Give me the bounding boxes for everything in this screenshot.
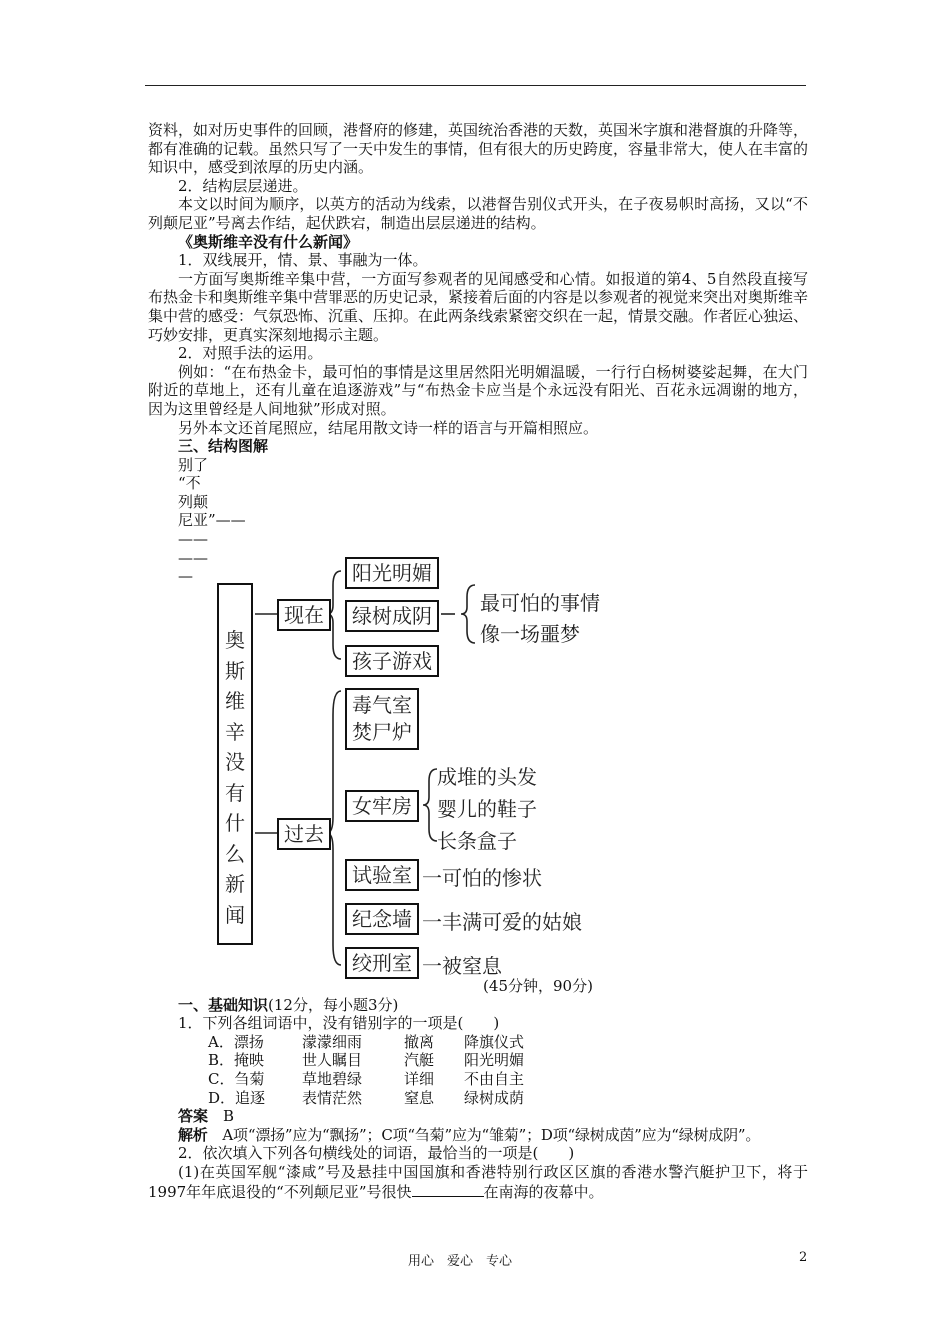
- text-fragment: 尼亚”——: [178, 511, 246, 530]
- paragraph: 一方面写奥斯维辛集中营，一方面写参观者的见闻感受和心情。如报道的第4、5自然段直接写布热金卡和奥斯维辛集中营罪恶的历史记录，紧接着后面的内容是以参观者的视觉来突出对奥斯维辛集中营的感受：气氛恐怖、沉重、压抑。在此两条线索紧密交织在一起，情景交融。作者匠心独运、巧妙安排，更真实深刻地揭示主题。: [148, 269, 809, 344]
- past-box-womens-prison: 女牢房: [345, 790, 419, 822]
- title-char: 维: [225, 689, 245, 713]
- memorial-item: 一丰满可爱的姑娘: [422, 910, 582, 934]
- structure-diagram: [205, 545, 625, 977]
- past-box: 过去: [277, 818, 331, 850]
- section-heading: [148, 996, 808, 1015]
- exam-section: [148, 977, 808, 1201]
- option-d: D．追逐 表情茫然 窒息 绿树成荫: [208, 1088, 525, 1107]
- now-box: 现在: [277, 599, 331, 631]
- text-fragment: —: [178, 567, 193, 586]
- title-char: 辛: [225, 719, 245, 744]
- question-2-sentence-1: (1)在英国军舰“漆咸”号及悬挂中国国旗和香港特别行政区区旗的香港水警汽艇护卫下，将于1997年年底退役的“不列颠尼亚”号很快 在南海的夜幕中。: [148, 1162, 808, 1201]
- text-fragment: ——: [178, 530, 208, 549]
- subheading: 《奥斯维辛没有什么新闻》: [178, 232, 359, 251]
- execution-item: 一被窒息: [422, 954, 502, 978]
- past-box-line: 焚尸炉: [352, 720, 412, 744]
- section-heading: 三、结构图解: [178, 437, 269, 456]
- diagram-title-box: [217, 583, 253, 945]
- now-item-box: 阳光明媚: [345, 557, 439, 589]
- now-result-line: 像一场噩梦: [480, 622, 580, 646]
- prison-item: 婴儿的鞋子: [437, 797, 537, 821]
- option-a: A．漂扬 濛濛细雨 撤离 降旗仪式: [208, 1032, 525, 1051]
- question-1: 1．下列各组词语中，没有错别字的一项是( ): [178, 1014, 500, 1033]
- page-number: 2: [799, 1250, 808, 1265]
- title-char: 奥: [225, 628, 245, 652]
- text-fragment: 别了: [178, 455, 209, 474]
- header-rule: [145, 85, 806, 86]
- text-fragment: “不: [178, 474, 201, 493]
- now-item-box: 绿树成阴: [345, 600, 439, 632]
- paragraph: 2．对照手法的运用。: [178, 344, 323, 363]
- prison-item: 长条盒子: [437, 829, 517, 853]
- time-score-note: (45分钟，90分): [483, 977, 593, 995]
- now-result-line: 最可怕的事情: [480, 591, 600, 615]
- past-box-lab: 试验室: [345, 859, 419, 891]
- title-char: 新: [225, 872, 245, 896]
- section-score: (12分，每小题3分): [268, 995, 399, 1014]
- title-char: 有: [225, 780, 245, 805]
- title-char: 么: [225, 841, 245, 866]
- prison-item: 成堆的头发: [437, 765, 537, 789]
- title-char: 斯: [225, 658, 245, 683]
- title-char: 没: [225, 750, 245, 774]
- document-body: [148, 121, 808, 586]
- fill-in-blank: [412, 1182, 484, 1197]
- answer-line: 答案 B: [178, 1107, 235, 1126]
- paragraph: 另外本文还首尾照应，结尾用散文诗一样的语言与开篇相照应。: [178, 418, 599, 437]
- past-box-line: 毒气室: [352, 693, 412, 717]
- footer-motto: 用心 爱心 专心: [408, 1254, 513, 1269]
- analysis-line: 解析 A项“漂扬”应为“飘扬”；C项“刍菊”应为“雏菊”；D项“绿树成茵”应为“绿树成阴”。: [178, 1125, 761, 1144]
- past-box-execution-room: 绞刑室: [345, 947, 419, 979]
- paragraph: 例如：“在布热金卡，最可怕的事情是这里居然阳光明媚温暖，一行行白杨树婆娑起舞，在大门附近的草地上，还有儿童在追逐游戏”与“布热金卡应当是个永远没有阳光、百花永远凋谢的地方，因为这里曾经是人间地狱”形成对照。: [148, 362, 808, 418]
- text-fragment: ——: [178, 548, 208, 567]
- option-c: C．刍菊 草地碧绿 详细 不由自主: [208, 1069, 525, 1088]
- now-item-box: 孩子游戏: [345, 645, 439, 677]
- lab-item: 一可怕的惨状: [422, 866, 542, 890]
- paragraph: 2．结构层层递进。: [178, 176, 308, 195]
- section-title: 一、基础知识: [178, 995, 269, 1014]
- past-box-gas-chamber: [345, 688, 419, 750]
- paragraph: 1．双线展开，情、景、事融为一体。: [178, 251, 428, 270]
- text-fragment: 列颠: [178, 492, 209, 511]
- past-box-memorial-wall: 纪念墙: [345, 903, 419, 935]
- title-char: 什: [225, 811, 245, 835]
- title-char: 闻: [225, 902, 245, 927]
- option-b: B．掩映 世人瞩目 汽艇 阳光明媚: [208, 1051, 525, 1070]
- question-2: 2．依次填入下列各句横线处的词语，最恰当的一项是( ): [178, 1144, 575, 1163]
- paragraph: 资料，如对历史事件的回顾，港督府的修建，英国统治香港的天数，英国米字旗和港督旗的升降等，都有准确的记载。虽然只写了一天中发生的事情，但有很大的历史跨度，容量非常大，使人在丰富的知识中，感受到浓厚的历史内涵。: [148, 121, 809, 177]
- paragraph: 本文以时间为顺序，以英方的活动为线索，以港督告别仪式开头，在子夜易帜时高扬，又以“不列颠尼亚”号离去作结，起伏跌宕，制造出层层递进的结构。: [148, 195, 808, 232]
